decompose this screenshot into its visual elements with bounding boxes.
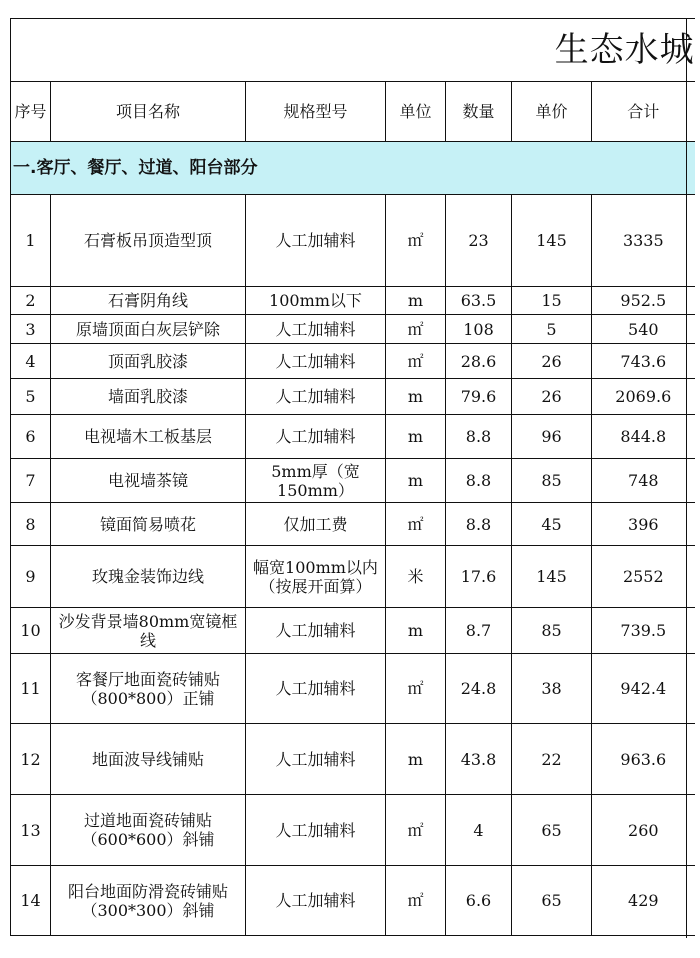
cell-qty[interactable]: 24.8 (446, 654, 512, 724)
cell-unit[interactable]: m (386, 459, 446, 503)
cell-price[interactable]: 145 (512, 195, 592, 287)
cell-total[interactable]: 3335 (592, 195, 695, 287)
cell-qty[interactable]: 28.6 (446, 344, 512, 379)
cell-unit[interactable]: ㎡ (386, 344, 446, 379)
cell-name[interactable]: 镜面简易喷花 (51, 503, 246, 546)
cell-total[interactable]: 2552 (592, 546, 695, 608)
cell-no[interactable]: 10 (11, 608, 51, 654)
cell-total[interactable]: 429 (592, 866, 695, 936)
cell-unit[interactable]: m (386, 287, 446, 315)
cell-name[interactable]: 顶面乳胶漆 (51, 344, 246, 379)
table-row (11, 415, 695, 459)
header-spec: 规格型号 (246, 82, 386, 142)
cell-name[interactable]: 阳台地面防滑瓷砖铺贴（300*300）斜铺 (51, 866, 246, 936)
cell-name[interactable]: 客餐厅地面瓷砖铺贴（800*800）正铺 (51, 654, 246, 724)
quote-table (10, 18, 695, 936)
cell-no[interactable]: 8 (11, 503, 51, 546)
cell-spec[interactable]: 人工加辅料 (246, 195, 386, 287)
right-border (686, 18, 687, 938)
cell-unit[interactable]: ㎡ (386, 503, 446, 546)
header-name: 项目名称 (51, 82, 246, 142)
cell-no[interactable]: 1 (11, 195, 51, 287)
table-row (11, 654, 695, 724)
cell-price[interactable]: 22 (512, 724, 592, 795)
cell-unit[interactable]: ㎡ (386, 795, 446, 866)
cell-qty[interactable]: 17.6 (446, 546, 512, 608)
cell-qty[interactable]: 23 (446, 195, 512, 287)
cell-no[interactable]: 13 (11, 795, 51, 866)
cell-spec[interactable]: 幅宽100mm以内（按展开面算） (246, 546, 386, 608)
table-row (11, 287, 695, 315)
table-row (11, 546, 695, 608)
cell-price[interactable]: 5 (512, 315, 592, 344)
cell-unit[interactable]: 米 (386, 546, 446, 608)
cell-unit[interactable]: m (386, 608, 446, 654)
cell-name[interactable]: 过道地面瓷砖铺贴（600*600）斜铺 (51, 795, 246, 866)
cell-no[interactable]: 4 (11, 344, 51, 379)
cell-spec[interactable]: 人工加辅料 (246, 315, 386, 344)
cell-total[interactable]: 942.4 (592, 654, 695, 724)
table-row (11, 195, 695, 287)
table-row (11, 459, 695, 503)
table-row (11, 866, 695, 936)
cell-no[interactable]: 11 (11, 654, 51, 724)
cell-unit[interactable]: ㎡ (386, 315, 446, 344)
table-row (11, 724, 695, 795)
cell-total[interactable]: 844.8 (592, 415, 695, 459)
cell-qty[interactable]: 63.5 (446, 287, 512, 315)
cell-qty[interactable]: 8.8 (446, 415, 512, 459)
cell-qty[interactable]: 8.8 (446, 503, 512, 546)
cell-spec[interactable]: 人工加辅料 (246, 415, 386, 459)
cell-no[interactable]: 9 (11, 546, 51, 608)
cell-qty[interactable]: 6.6 (446, 866, 512, 936)
cell-qty[interactable]: 8.8 (446, 459, 512, 503)
cell-total[interactable]: 952.5 (592, 287, 695, 315)
cell-no[interactable]: 14 (11, 866, 51, 936)
cell-spec[interactable]: 人工加辅料 (246, 344, 386, 379)
cell-price[interactable]: 45 (512, 503, 592, 546)
cell-name[interactable]: 地面波导线铺贴 (51, 724, 246, 795)
cell-qty[interactable]: 108 (446, 315, 512, 344)
cell-price[interactable]: 96 (512, 415, 592, 459)
cell-name[interactable]: 石膏阴角线 (51, 287, 246, 315)
cell-spec[interactable]: 5mm厚（宽150mm） (246, 459, 386, 503)
cell-qty[interactable]: 79.6 (446, 379, 512, 415)
cell-price[interactable]: 85 (512, 608, 592, 654)
table-row (11, 315, 695, 344)
header-unit: 单位 (386, 82, 446, 142)
cell-name[interactable]: 电视墙茶镜 (51, 459, 246, 503)
cell-unit[interactable]: m (386, 724, 446, 795)
cell-no[interactable]: 2 (11, 287, 51, 315)
cell-unit[interactable]: ㎡ (386, 866, 446, 936)
cell-name[interactable]: 玫瑰金装饰边线 (51, 546, 246, 608)
table-row (11, 608, 695, 654)
header-row (11, 82, 695, 142)
cell-total[interactable]: 540 (592, 315, 695, 344)
cell-spec[interactable]: 人工加辅料 (246, 608, 386, 654)
cell-spec[interactable]: 100mm以下 (246, 287, 386, 315)
title-row (11, 19, 695, 82)
section-row (11, 142, 695, 195)
cell-price[interactable]: 15 (512, 287, 592, 315)
cell-name[interactable]: 沙发背景墙80mm宽镜框线 (51, 608, 246, 654)
cell-no[interactable]: 6 (11, 415, 51, 459)
table-row (11, 344, 695, 379)
cell-price[interactable]: 145 (512, 546, 592, 608)
cell-total[interactable]: 739.5 (592, 608, 695, 654)
header-qty: 数量 (446, 82, 512, 142)
cell-total[interactable]: 260 (592, 795, 695, 866)
cell-no[interactable]: 12 (11, 724, 51, 795)
cell-no[interactable]: 7 (11, 459, 51, 503)
header-total: 合计 (592, 82, 695, 142)
cell-total[interactable]: 743.6 (592, 344, 695, 379)
cell-unit[interactable]: m (386, 415, 446, 459)
section-title: 一.客厅、餐厅、过道、阳台部分 (11, 142, 695, 195)
cell-name[interactable]: 电视墙木工板基层 (51, 415, 246, 459)
cell-total[interactable]: 2069.6 (592, 379, 695, 415)
cell-price[interactable]: 26 (512, 344, 592, 379)
cell-spec[interactable]: 人工加辅料 (246, 866, 386, 936)
cell-unit[interactable]: ㎡ (386, 654, 446, 724)
sheet-title: 生态水城 (11, 19, 695, 82)
cell-total[interactable]: 396 (592, 503, 695, 546)
table-row (11, 795, 695, 866)
cell-spec[interactable]: 人工加辅料 (246, 654, 386, 724)
cell-no[interactable]: 5 (11, 379, 51, 415)
cell-qty[interactable]: 43.8 (446, 724, 512, 795)
cell-price[interactable]: 65 (512, 795, 592, 866)
cell-total[interactable]: 963.6 (592, 724, 695, 795)
cell-price[interactable]: 26 (512, 379, 592, 415)
header-no: 序号 (11, 82, 51, 142)
cell-unit[interactable]: ㎡ (386, 195, 446, 287)
cell-spec[interactable]: 人工加辅料 (246, 795, 386, 866)
cell-unit[interactable]: m (386, 379, 446, 415)
cell-qty[interactable]: 8.7 (446, 608, 512, 654)
table-row (11, 503, 695, 546)
cell-total[interactable]: 748 (592, 459, 695, 503)
cell-no[interactable]: 3 (11, 315, 51, 344)
cell-name[interactable]: 墙面乳胶漆 (51, 379, 246, 415)
header-price: 单价 (512, 82, 592, 142)
cell-name[interactable]: 石膏板吊顶造型顶 (51, 195, 246, 287)
cell-spec[interactable]: 仅加工费 (246, 503, 386, 546)
cell-spec[interactable]: 人工加辅料 (246, 724, 386, 795)
cell-name[interactable]: 原墙顶面白灰层铲除 (51, 315, 246, 344)
cell-spec[interactable]: 人工加辅料 (246, 379, 386, 415)
cell-qty[interactable]: 4 (446, 795, 512, 866)
cell-price[interactable]: 38 (512, 654, 592, 724)
table-row (11, 379, 695, 415)
cell-price[interactable]: 85 (512, 459, 592, 503)
cell-price[interactable]: 65 (512, 866, 592, 936)
